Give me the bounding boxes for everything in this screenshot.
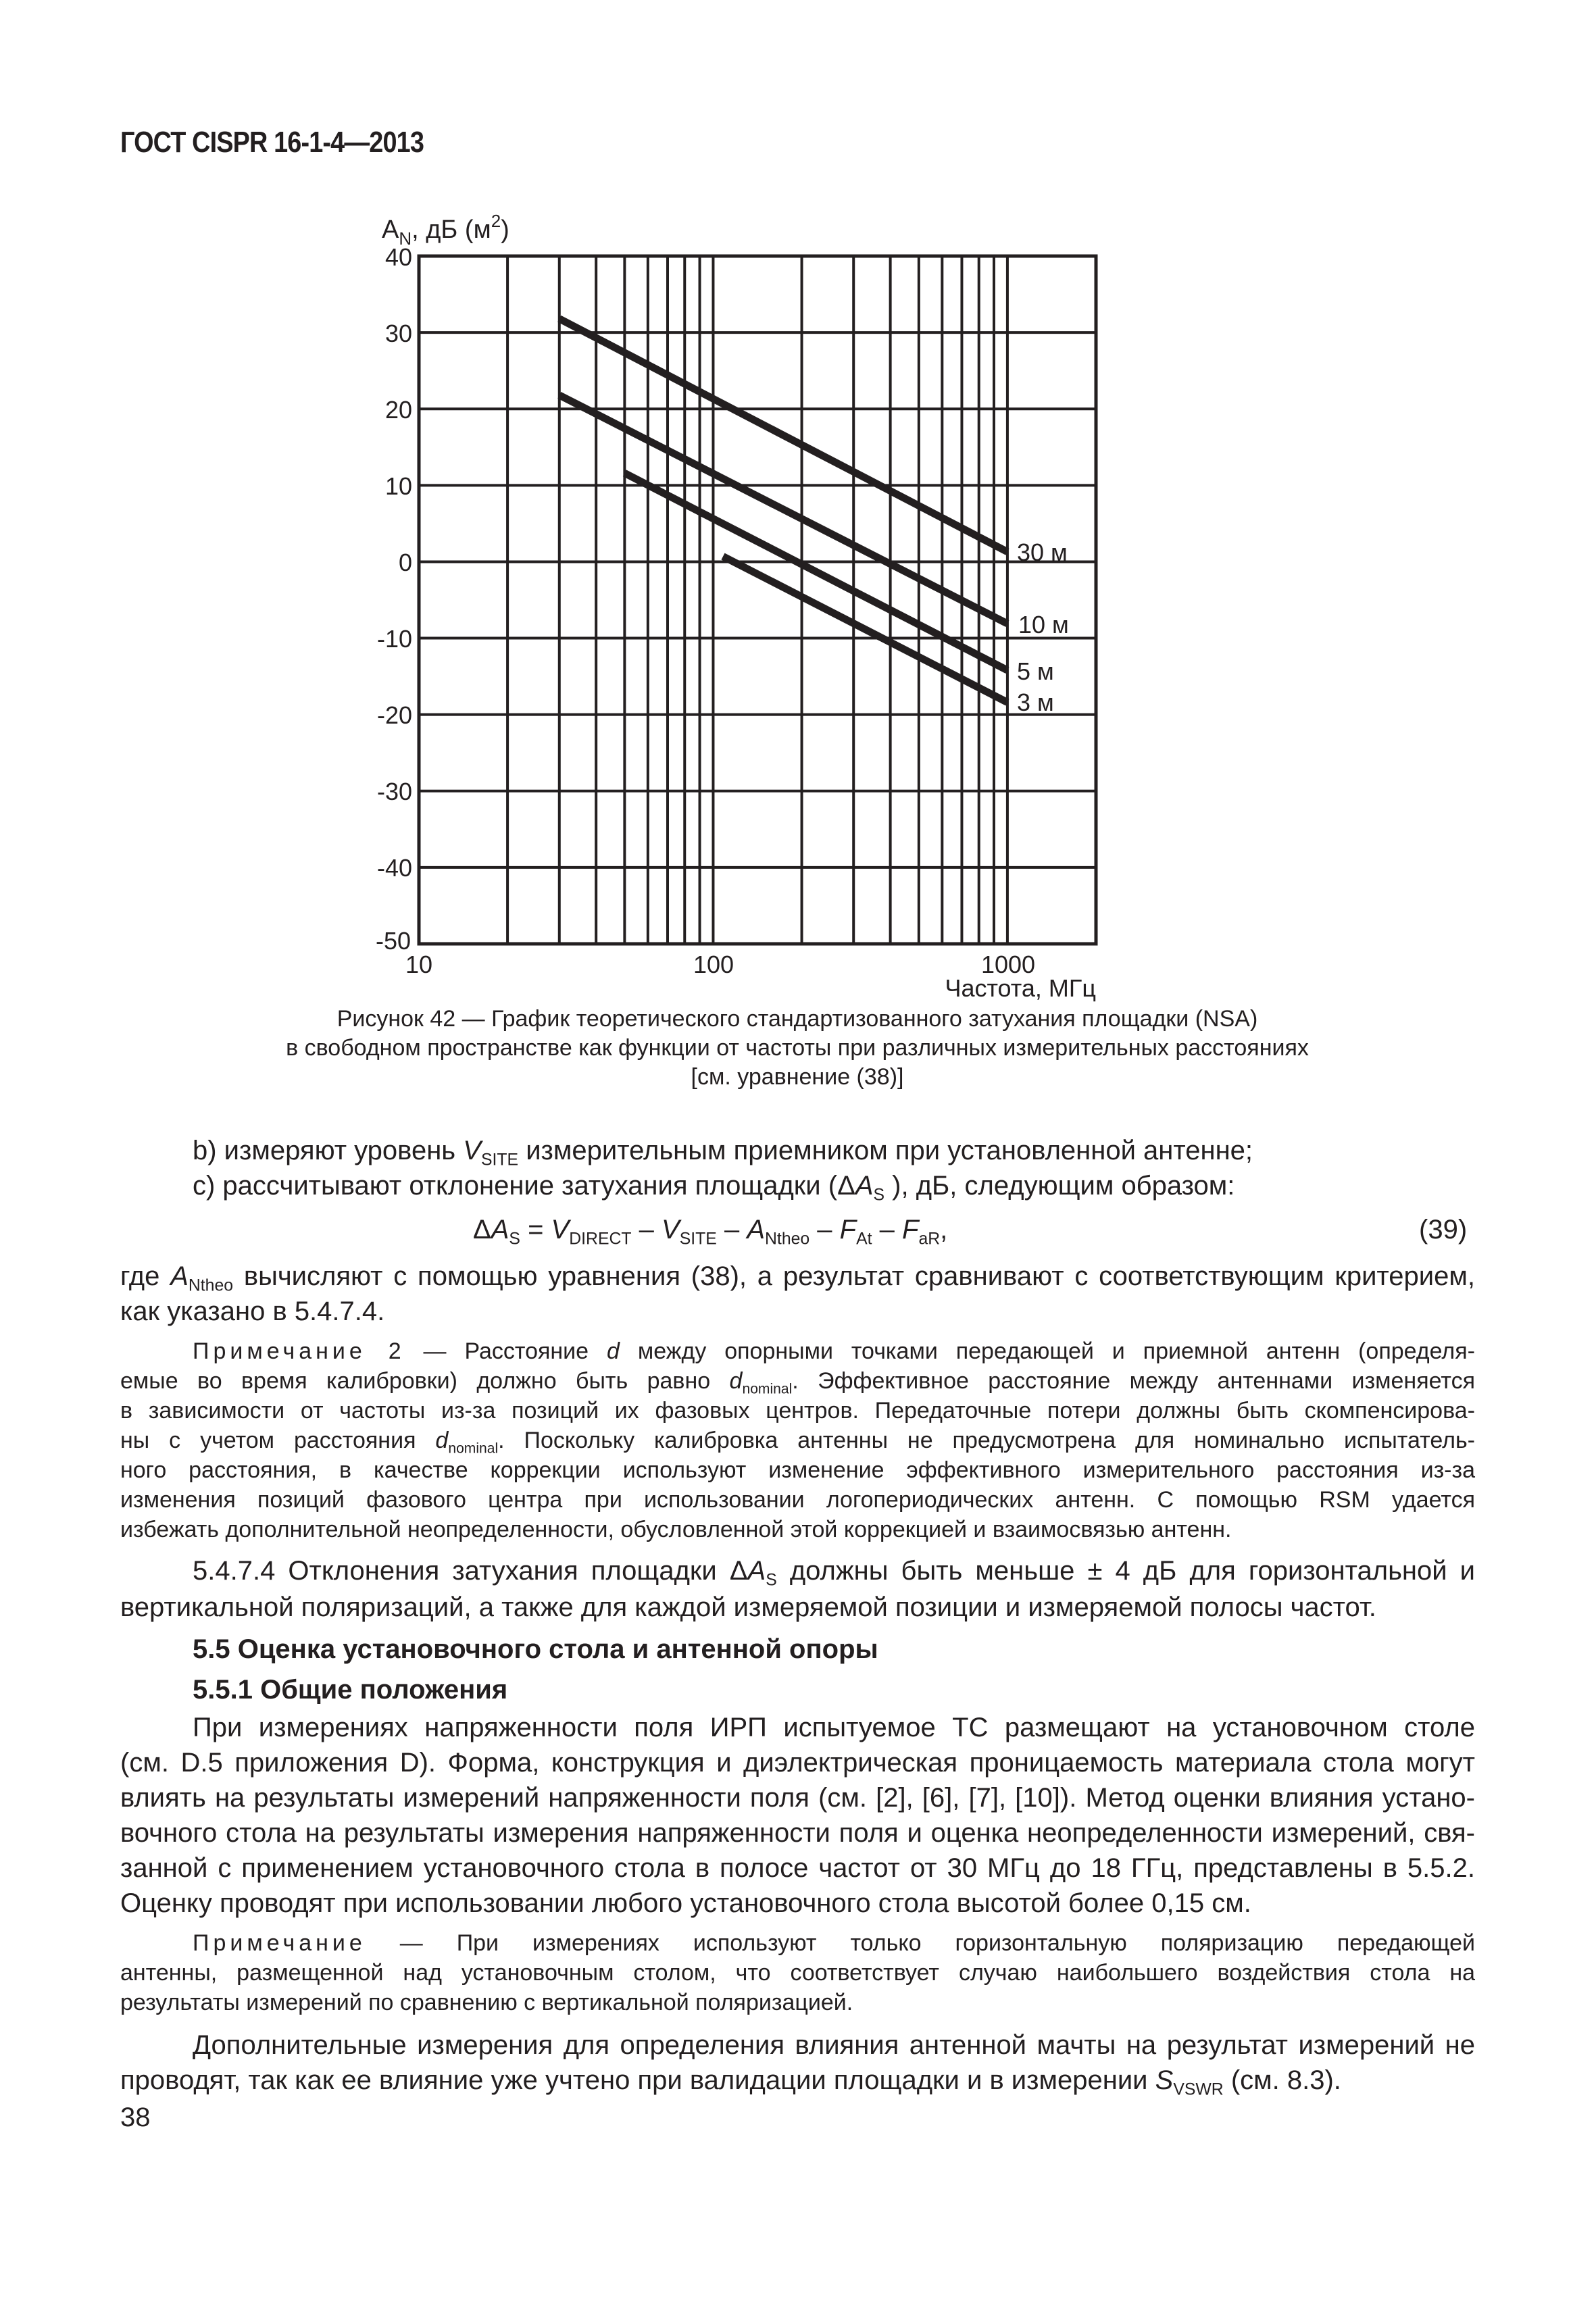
- y-tick: 30: [384, 320, 412, 347]
- equation-number: (39): [1419, 1215, 1468, 1244]
- paragraph-last-line-1: Дополнительные измерения для определения влияния антенной мачты на результат измерений не: [193, 2030, 1475, 2060]
- y-tick: -10: [376, 625, 412, 653]
- equation-39: $\Delta A_S = V_{DIRECT} - V_{SITE} - A_{Ntheo} - F_{At} - F_{aR}$,: [473, 1215, 948, 1249]
- section-heading-5-5-1: 5.5.1 Общие положения: [193, 1675, 508, 1705]
- series-line: [559, 319, 1007, 552]
- y-tick: 20: [384, 396, 412, 424]
- y-tick-labels: [376, 243, 412, 955]
- list-item-b: b) измеряют уровень $V_{SITE}$ измерительным приемником при установленной антенне;: [193, 1136, 1253, 1169]
- series-label-30m: 30 м: [1017, 538, 1068, 566]
- y-tick: -20: [376, 701, 412, 729]
- nsa-chart: [0, 0, 1596, 1013]
- page-number: 38: [120, 2103, 151, 2132]
- paragraph-line: Оценку проводят при использовании любого установочного стола высотой более 0,15 см.: [120, 1888, 1251, 1918]
- note-2-line-3: в зависимости от частоты из-за позиций их фазовых центров. Передаточные потери должны быть скомпенсирова-: [120, 1398, 1475, 1424]
- paragraph-line: влиять на результаты измерений напряженности поля (см. [2], [6], [7], [10]). Метод оценки влияния устано-: [120, 1783, 1475, 1813]
- y-tick: 0: [398, 549, 412, 576]
- note-line-2: антенны, размещенной над установочным столом, что соответствует случаю наибольшего воздействия стола на: [120, 1960, 1475, 1986]
- note-line-1: Примечание — При измерениях используют только горизонтальную поляризацию передающей: [193, 1930, 1475, 1956]
- chart-grid: [419, 256, 1096, 944]
- document-header: ГОСТ CISPR 16-1-4—2013: [120, 126, 424, 159]
- series-labels: [1017, 538, 1069, 716]
- note-2-line-5: ного расстояния, в качестве коррекции используют изменение эффективного измерительного расстояния из-за: [120, 1457, 1475, 1483]
- paragraph-line: вочного стола на результаты измерения напряженности поля и оценка неопределенности измерений, свя-: [120, 1818, 1475, 1848]
- figure-caption-line-2: в свободном пространстве как функции от частоты при различных измерительных расстояниях: [286, 1035, 1309, 1061]
- figure-caption-line-3: [см. уравнение (38)]: [691, 1064, 904, 1090]
- series-label-5m: 5 м: [1017, 657, 1054, 685]
- clause-5-4-7-4-line-2: вертикальной поляризаций, а также для каждой измеряемой позиции и измеряемой полосы частот.: [120, 1592, 1376, 1622]
- x-tick-labels: [405, 951, 1035, 978]
- y-axis-label: $A_N$, дБ $(м^2)$: [382, 211, 509, 249]
- series-label-3m: 3 м: [1017, 688, 1054, 716]
- y-tick: 40: [384, 243, 412, 271]
- paragraph-line: занной с применением установочного стола в полосе частот от 30 МГц до 18 ГГц, представлены в 5.5.2.: [120, 1853, 1475, 1883]
- paragraph-line: (см. D.5 приложения D). Форма, конструкция и диэлектрическая проницаемость материала стола могут: [120, 1748, 1475, 1778]
- y-tick: 10: [384, 472, 412, 500]
- paragraph-last-line-2: проводят, так как ее влияние уже учтено при валидации площадки и в измерении $S_{VSWR}$ (см. 8.3).: [120, 2065, 1341, 2099]
- x-tick: 10: [405, 951, 433, 978]
- series-label-10m: 10 м: [1018, 611, 1069, 638]
- x-axis-label: Частота, МГц: [945, 974, 1096, 1002]
- x-tick: 100: [693, 951, 734, 978]
- y-tick: -40: [376, 854, 412, 882]
- note-line-3: результаты измерений по сравнению с вертикальной поляризацией.: [120, 1990, 853, 2015]
- series-line: [723, 557, 1007, 703]
- note-2-line-2: емые во время калибровки) должно быть равно $d_{nominal}$. Эффективное расстояние между антеннами изменяется: [120, 1368, 1475, 1397]
- y-tick: -30: [376, 778, 412, 805]
- series-line: [624, 473, 1007, 670]
- note-2-line-6: изменения позиций фазового центра при использовании логопериодических антенн. С помощью RSM удается: [120, 1487, 1475, 1513]
- paragraph-line: При измерениях напряженности поля ИРП испытуемое ТС размещают на установочном столе: [193, 1713, 1475, 1742]
- chart-series: [559, 319, 1007, 703]
- y-tick: -50: [375, 927, 411, 955]
- where-line-1: где $A_{Ntheo}$ вычисляют с помощью уравнения (38), а результат сравнивают с соответствующим критерием,: [120, 1261, 1476, 1295]
- where-line-2: как указано в 5.4.7.4.: [120, 1297, 385, 1326]
- note-label: Примечание 2: [193, 1338, 405, 1364]
- note-2-line-7: избежать дополнительной неопределенности, обусловленной этой коррекцией и взаимосвязью антенн.: [120, 1517, 1232, 1542]
- note-label: Примечание: [193, 1930, 366, 1956]
- section-heading-5-5: 5.5 Оценка установочного стола и антенной опоры: [193, 1634, 878, 1664]
- figure-caption-line-1: Рисунок 42 — График теоретического стандартизованного затухания площадки (NSA): [336, 1006, 1258, 1032]
- note-2-line-4: ны с учетом расстояния $d_{nominal}$. Поскольку калибровка антенны не предусмотрена для номинально испытатель-: [120, 1428, 1475, 1457]
- list-item-c: c) рассчитывают отклонение затухания площадки ($\Delta A_S$ ), дБ, следующим образом:: [193, 1171, 1235, 1205]
- x-tick: 1000: [980, 951, 1036, 978]
- clause-5-4-7-4-line-1: 5.4.7.4 Отклонения затухания площадки $\Delta A_S$ должны быть меньше ± 4 дБ для горизонтальной и: [193, 1556, 1475, 1590]
- note-2-line-1: Примечание 2 — Расстояние d между опорными точками передающей и приемной антенн (определя-: [193, 1338, 1475, 1364]
